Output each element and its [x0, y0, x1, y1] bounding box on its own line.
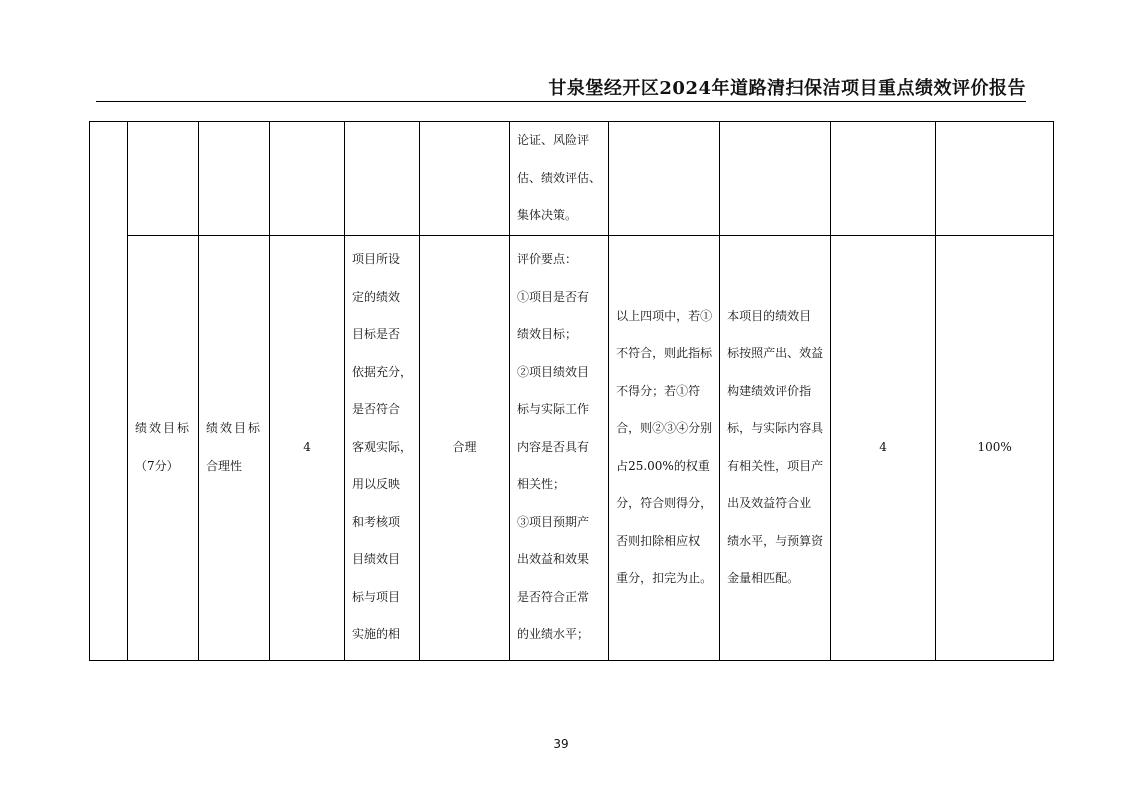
analysis-line: 标按照产出、效益 [727, 346, 824, 360]
description-line: 标与项目 [352, 589, 401, 604]
criteria-line: 集体决策。 [517, 208, 578, 222]
analysis-cell [720, 122, 831, 236]
level2-indicator-cell [199, 235, 270, 660]
criteria-line: 评价要点： [517, 252, 578, 267]
criteria-line: 绩效目标； [517, 327, 578, 342]
scoring-rule-cell [609, 235, 720, 660]
scoring-line: 占25.00%的权重 [616, 458, 710, 473]
weight-cell [270, 122, 345, 236]
criteria-line: 论证、风险评 [517, 133, 590, 147]
score-cell: 4 [831, 235, 936, 660]
scoring-rule-cell [609, 122, 720, 236]
scoring-line: 重分，扣完为止。 [616, 571, 713, 585]
judgment-cell [420, 122, 510, 236]
level2-indicator-cell [199, 122, 270, 236]
description-line: 目标是否 [352, 327, 401, 342]
criteria-line: 出效益和效果 [517, 552, 590, 567]
analysis-line: 构建绩效评价指 [727, 383, 812, 398]
description-line: 定的绩效 [352, 289, 401, 304]
level1-line: （7分） [135, 458, 179, 473]
level1-indicator-cell [128, 235, 199, 660]
analysis-line: 出及效益符合业 [727, 496, 812, 510]
page-number: 39 [553, 737, 569, 751]
evaluation-table [89, 121, 1054, 661]
criteria-cell [510, 122, 609, 236]
judgment-cell: 合理 [420, 235, 510, 660]
header-rule [96, 101, 1026, 102]
rate-cell: 100% [936, 235, 1054, 660]
analysis-cell [720, 235, 831, 660]
level2-line: 绩效目标 [206, 421, 263, 435]
criteria-line: ③项目预期产 [517, 514, 590, 529]
criteria-line: 标与实际工作 [517, 402, 590, 417]
description-line: 是否符合 [352, 402, 401, 417]
criteria-line: ①项目是否有 [517, 289, 590, 304]
description-line: 用以反映 [352, 477, 401, 492]
scoring-line: 分，符合则得分， [616, 496, 713, 510]
description-line: 目绩效目 [352, 552, 401, 567]
description-cell [345, 235, 420, 660]
description-line: 实施的相 [352, 627, 401, 642]
analysis-line: 标，与实际内容具 [727, 421, 824, 435]
score-cell [831, 122, 936, 236]
rate-cell [936, 122, 1054, 236]
level2-line: 合理性 [206, 458, 243, 473]
criteria-line: 的业绩水平； [517, 627, 590, 642]
criteria-line: ②项目绩效目 [517, 364, 590, 379]
scoring-line: 以上四项中，若① [616, 308, 713, 323]
scoring-line: 否则扣除相应权 [616, 533, 701, 548]
analysis-line: 有相关性，项目产 [727, 458, 824, 473]
description-line: 依据充分， [352, 364, 413, 379]
criteria-line: 是否符合正常 [517, 589, 590, 604]
report-title: 甘泉堡经开区2024年道路清扫保洁项目重点绩效评价报告 [548, 78, 1026, 99]
scoring-line: 合，则②③④分别 [616, 421, 713, 435]
analysis-line: 本项目的绩效目 [727, 308, 812, 323]
criteria-line: 相关性； [517, 477, 566, 492]
scoring-line: 不符合，则此指标 [616, 346, 713, 360]
description-line: 项目所设 [352, 252, 401, 267]
table-row [90, 122, 1054, 236]
level1-indicator-cell [128, 122, 199, 236]
weight-cell: 4 [270, 235, 345, 660]
description-line: 和考核项 [352, 514, 401, 529]
table-row [90, 235, 1054, 660]
description-cell [345, 122, 420, 236]
description-line: 客观实际， [352, 439, 413, 454]
analysis-line: 绩水平，与预算资 [727, 533, 824, 548]
analysis-line: 金量相匹配。 [727, 571, 800, 585]
criteria-line: 估、绩效评估、 [517, 170, 602, 185]
level1-line: 绩效目标 [135, 421, 192, 435]
scoring-line: 不得分；若①符 [616, 383, 701, 398]
criteria-line: 内容是否具有 [517, 439, 590, 454]
category-cell [90, 122, 128, 661]
criteria-cell [510, 235, 609, 660]
